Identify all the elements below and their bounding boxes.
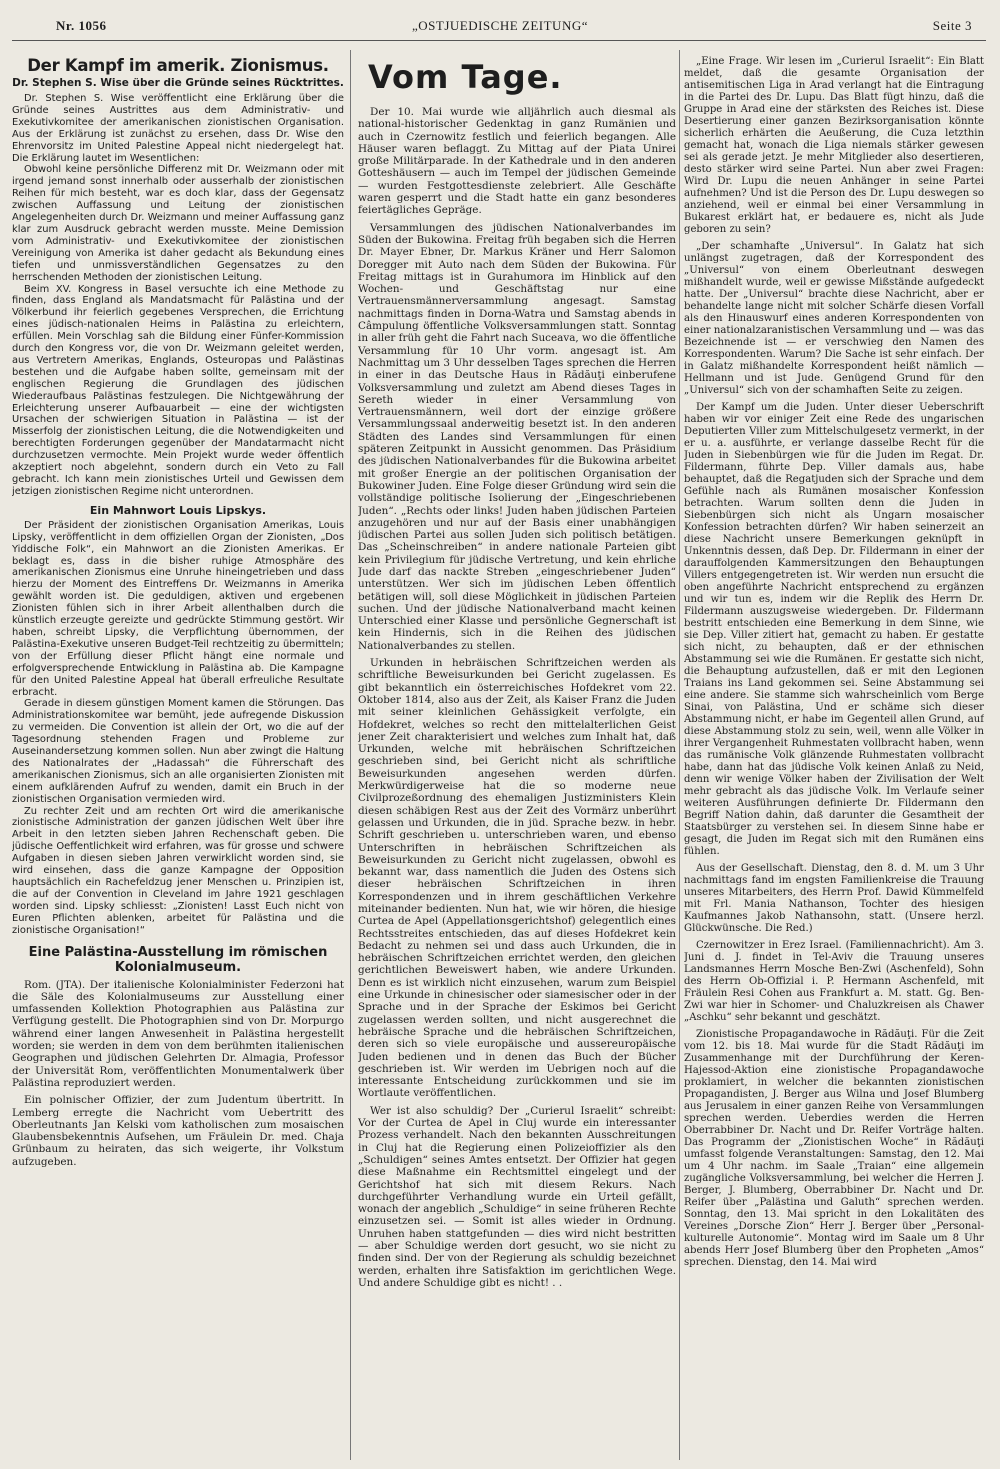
issue-number: Nr. 1056	[56, 18, 107, 33]
article-headline: Der Kampf im amerik. Zionismus.	[27, 56, 329, 75]
article-paragraph: Obwohl keine persönliche Differenz mit Dr. Weizmann oder mit irgend jemand sonst innerhalb oder ausserhalb der zionistischen Reihen für mich besteht, war es doch klar, dass der Gegensatz zwischen Auffassung und Leitung der zionistischen Angelegenheiten durch Dr. Weizmann und meiner Auffassung ganz klar zum Ausdruck gebracht werden musste. Meine Demission vom Administrativ- und Exekutivkomitee der zionistischen Vereinigung von Amerika ist daher gedacht als Bekundung eines tiefen und unmissverständlichen Gegensatzes zu den herrschenden Methoden der zionistischen Leitung.	[12, 164, 344, 283]
article-paragraph: Der 10. Mai wurde wie alljährlich auch diesmal als national-historischer Gedenktag in ganz Rumänien und auch in Czernowitz festlich und feierlich begangen. Alle Häuser waren beflaggt. Zu Mittag auf der Piata Unirei große Militärparade. In der Kathedrale und in den anderen Gotteshäusern — auch im Tempel der jüdischen Gemeinde — wurden Festgottesdienste zelebriert. Alle Geschäfte waren gesperrt und die Stadt hatte ein ganz besonderes feiertägliches Gepräge.	[358, 106, 676, 217]
article-paragraph: Dr. Stephen S. Wise veröffentlicht eine Erklärung über die Gründe seines Austrittes aus dem Administrativ- und Exekutivkomitee der amerikanischen zionistischen Organisation. Aus der Erklärung ist zunächst zu ersehen, dass Dr. Wise den Ehrenvorsitz im United Palestine Appeal nicht niedergelegt hat. Die Erklärung lautet im Wesentlichen:	[12, 93, 344, 164]
article-paragraph: Urkunden in hebräischen Schriftzeichen werden als schriftliche Beweisurkunden bei Gericht zugelassen. Es gibt bekanntlich ein österreichisches Hofdekret vom 22. Oktober 1814, also aus der Zeit, als Kaiser Franz die Juden mit seiner kleinlichen Gehässigkeit verfolgte, ein Hofdekret, welches so recht den mittelalterlichen Geist jener Zeit charakterisiert und welches zum Inhalt hat, daß Urkunden, welche mit hebräischen Schriftzeichen geschrieben sind, bei Gericht nicht als schriftliche Beweisurkunden angesehen werden dürfen. Merkwürdigerweise hat die so moderne neue Civilprozeßordnung des ehemaligen Justizministers Klein diesen schäbigen Rest aus der Zeit des Vormärz unberührt gelassen und Urkunden, die in jüd. Sprache bezw. in hebr. Schrift geschrieben u. unterschrieben waren, und ebenso Unterschriften in hebräischen Schriftzeichen als Beweisurkunden zu Gericht nicht zugelassen, obwohl es bekannt war, dass namentlich die Juden des Ostens sich dieser hebräischen Schriftzeichen in ihren Korrespondenzen und in ihrem geschäftlichen Verkehre miteinander bedienten. Nun hat, wie wir hören, die hiesige Curtea de Apel (Appellationsgerichtshof) gelegentlich eines Rechtsstreites entschieden, das auf dieses Hofdekret kein Bedacht zu nehmen sei und dass auch Urkunden, die in hebräischen Schriftzeichen errichtet werden, den gleichen gerichtlichen Beweiswert haben, wie andere Urkunden. Denn es ist wirklich nicht einzusehen, warum zum Beispiel eine Urkunde in chinesischer oder siamesischer oder in der Sprache und in der Sprache der Eskimos bei Gericht zugelassen werden sollten, und nicht ausgerechnet die hebräische Sprache und die hebräischen Schriftzeichen, deren sich so viele europäische und aussereuropäische Juden bedienen und in denen das Buch der Bücher geschrieben ist. Wir werden im Uebrigen noch auf die interessante Entscheidung zurückkommen und sie im Wortlaute veröffentlichen.	[358, 657, 676, 1100]
column-divider	[679, 50, 680, 1460]
page-header	[0, 0, 1000, 46]
article-paragraph: Ein polnischer Offizier, der zum Judentum übertritt. In Lemberg erregte die Nachricht vom Uebertritt des Oberleutnants Jan Kelski vom katholischen zum mosaischen Glaubensbekenntnis Aufsehen, um Fräulein Dr. med. Chaja Grünbaum zu heiraten, das sich weigerte, ihr Volkstum aufzugeben.	[12, 1094, 344, 1168]
article-paragraph: Czernowitzer in Erez Israel. (Familiennachricht). Am 3. Juni d. J. findet in Tel-Aviv die Trauung unseres Landsmannes Herrn Mosche Ben-Zwi (Aschenfeld), Sohn des Herrn Ob-Offizial i. P. Hermann Aschenfeld, mit Fräulein Resi Cohen aus Frankfurt a. M. statt. Gg. Ben-Zwi war hier in Schomer- und Chaluzkreisen als Chawer „Aschku“ sehr bekannt und geschätzt.	[684, 940, 984, 1023]
column-divider	[350, 50, 351, 1460]
article-paragraph: Zionistische Propagandawoche in Rădăuţi. Für die Zeit vom 12. bis 18. Mai wurde für die Stadt Rădăuţi im Zusammenhange mit der Durchführung der Keren-Hajessod-Aktion eine zionistische Propagandawoche proklamiert, in welcher die bekannten zionistischen Propagandisten, J. Berger aus Wilna und Josef Blumberg aus Jerusalem in einer ganzen Reihe von Versammlungen sprechen werden. Ueberdies werden die Herren Oberrabbiner Dr. Nacht und Dr. Reifer Vorträge halten. Das Programm der „Zionistischen Woche“ in Rădăuţi umfasst folgende Veranstaltungen: Samstag, den 12. Mai um 4 Uhr nachm. im Saale „Traian“ eine allgemein zugängliche Volksversammlung, bei welcher die Herren J. Berger, J. Blumberg, Oberrabbiner Dr. Nacht und Dr. Reifer über „Palästina und Galuth“ sprechen werden. Sonntag, den 13. Mai spricht in den Lokalitäten des Vereines „Dorsche Zion“ Herr J. Berger über „Personal-kulturelle Autonomie“. Montag wird im Saale um 8 Uhr abends Herr Josef Blumberg über den Propheten „Amos“ sprechen. Dienstag, den 14. Mai wird	[684, 1029, 984, 1268]
article-paragraph: „Eine Frage. Wir lesen im „Curierul Israelit“: Ein Blatt meldet, daß die gesamte Organisation der antisemitischen Liga in Arad verlangt hat die Eintragung in die Partei des Dr. Lupu. Das Blatt fügt hinzu, daß die Gruppe in Arad eine der stärksten des Reiches ist. Diese Desertierung einer ganzen Bezirksorganisation könnte sicherlich erhärten die Aeußerung, die Cuza letzthin gemacht hat, wonach die Liga niemals stärker gewesen sei als gerade jetzt. Je mehr Mitglieder also desertieren, desto stärker wird seine Partei. Nun aber zwei Fragen: Wird Dr. Lupu die neuen Anhänger in seine Partei aufnehmen? Und ist die Person des Dr. Lupu deswegen so anziehend, weil er einmal bei einer Versammlung in Bukarest erklärt hat, er bedauere es, nicht als Jude geboren zu sein?	[684, 56, 984, 235]
article-paragraph: „Der schamhafte „Universul“. In Galatz hat sich unlängst zugetragen, daß der Korrespondent des „Universul“ von einem Oberleutnant deswegen mißhandelt wurde, weil er gewisse Mißstände aufgedeckt hatte. Der „Universul“ brachte diese Nachricht, aber er behandelte lange nicht mit solcher Schärfe diesen Vorfall als den Hinauswurf eines anderen Korrespondenten von einer nationalzaranistischen Versammlung und — was das Bezeichnende ist — er verschwieg den Namen des Korrespondenten. Warum? Die Sache ist sehr einfach. Der in Galatz mißhandelte Korrespondent heißt nämlich — Hellmann und ist Jude. Genügend Grund für den „Universul“ sich von der schamhaften Seite zu zeigen.	[684, 241, 984, 396]
article-paragraph: Gerade in diesem günstigen Moment kamen die Störungen. Das Administrationskomitee war bemüht, jede aufregende Diskussion zu vermeiden. Die Convention ist allein der Ort, wo die auf der Tagesordnung stehenden Fragen und Probleme zur Auseinandersetzung kommen sollen. Nun aber zwingt die Haltung des Nationalrates der „Hadassah“ die Führerschaft des amerikanischen Zionismus, sich an alle organisierten Zionisten mit einem aufklärenden Aufruf zu wenden, damit ein Bruch in der zionistischen Organisation vermieden wird.	[12, 698, 344, 805]
article-paragraph: Wer ist also schuldig? Der „Curierul Israelit“ schreibt: Vor der Curtea de Apel in Cluj wurde ein interessanter Prozess verhandelt. Nach den bekannten Ausschreitungen in Cluj hat die Regierung einen Polizeioffizier als den „Schuldigen“ seines Amtes entsetzt. Der Offizier hat gegen diese Maßnahme ein Rechtsmittel eingelegt und der Gerichtshof hat sich mit diesem Rekurs. Nach durchgeführter Verhandlung wurde ein Urteil gefällt, wonach der angeblich „Schuldige“ in seine früheren Rechte einzusetzen sei. — Somit ist alles wieder in Ordnung. Unruhen haben stattgefunden — dies wird nicht bestritten — aber Schuldige werden dort gesucht, wo sie nicht zu finden sind. Der von der Regierung als schuldig bezeichnet werden, erhalten ihre Satisfaktion im gerichtlichen Wege. Und andere Schuldige gibt es nicht! . .	[358, 1104, 676, 1289]
section-heading: Ein Mahnwort Louis Lipskys.	[89, 503, 267, 517]
article-subheadline: Dr. Stephen S. Wise über die Gründe seines Rücktrittes.	[12, 77, 344, 89]
article-paragraph: Der Präsident der zionistischen Organisation Amerikas, Louis Lipsky, veröffentlicht in dem offiziellen Organ der Zionisten, „Dos Yiddische Folk“, ein Mahnwort an die Zionisten Amerikas. Er beklagt es, dass in die bisher ruhige Atmosphäre des amerikanischen Zionismus eine Unruhe hineingetrieben und dass hierzu der Moment des Eintreffens Dr. Weizmanns in Amerika gewählt worden ist. Die geduldigen, aktiven und ergebenen Zionisten fühlen sich in ihrer Arbeit allenthalben durch die künstlich erzeugte gereizte und gedrückte Stimmung gestört. Wir haben, schreibt Lipsky, die Verpflichtung übernommen, der Palästina-Exekutive unseren Budget-Teil rechtzeitig zu übermitteln; von der Erfüllung dieser Pflicht hängt eine normale und erfolgversprechende Entwicklung in Palästina ab. Die Kampagne für den United Palestine Appeal hat überall erfreuliche Resultate erbracht.	[12, 519, 344, 698]
article-paragraph: Beim XV. Kongress in Basel versuchte ich eine Methode zu finden, dass England als Mandatsmacht für Palästina und der Völkerbund ihr feierlich gegebenes Versprechen, die Errichtung eines jüdisch-nationalen Heims in Palästina zu erleichtern, erfüllen. Mein Vorschlag sah die Bildung einer Fünfer-Kommission durch den Kongress vor, die von Dr. Weizmann geleitet werden, aus Vertretern Amerikas, Englands, Osteuropas und Palästinas bestehen und die Aufgabe haben sollte, gemeinsam mit der englischen Regierung die Grundlagen des jüdischen Wiederaufbaus Palästinas festzulegen. Die Nichtgewährung der Erleichterung unserer Aufbauarbeit — eine der wichtigsten Ursachen der schwierigen Situation in Palästina — ist der Misserfolg der zionistischen Leitung, die die Notwendigkeiten und berechtigten Forderungen gegenüber der Mandatarmacht nicht durchzusetzen vermochte. Mein Projekt wurde weder öffentlich akzeptiert noch abgelehnt, sondern durch ein Veto zu Fall gebracht. Ich kann mein zionistisches Urteil und Gewissen dem jetzigen zionistischen Regime nicht unterordnen.	[12, 283, 344, 497]
article-paragraph: Der Kampf um die Juden. Unter dieser Ueberschrift haben wir vor einiger Zeit eine Rede des ungarischen Deputierten Viller zum Mittelschulgesetz vermerkt, in der er u. a. ausführte, er verlange dasselbe Recht für die Juden in Siebenbürgen wie für die Juden im Regat. Dr. Fildermann, führte Dep. Viller damals aus, habe behauptet, daß die Regatjuden sich der Sprache und dem Gefühle nach als Rumänen mosaischer Konfession betrachten. Warum sollten denn die Juden in Siebenbürgen sich nicht als Ungarn mosaischer Konfession betrachten dürfen? Wir haben seinerzeit an diese Nachricht unsere Bemerkungen geknüpft in Unkenntnis dessen, daß Dep. Dr. Fildermann in einer der darauffolgenden Kammersitzungen den Behauptungen Villers entgegengetreten ist. Wir werden nun ersucht die oben angeführte Nachricht entsprechend zu ergänzen und wir tun es, indem wir die Replik des Herrn Dr. Fildermann auszugsweise wiedergeben. Dr. Fildermann bestritt entschieden eine Bemerkung in dem Sinne, wie sie Dep. Viller zitiert hat, gemacht zu haben. Er gestatte sich nicht, zu behaupten, daß er der ethnischen Abstammung sei wie die Rumänen. Er gestatte sich nicht, die Behauptung aufzustellen, daß er mit den Legionen Traians ins Land gekommen sei. Seine Abstammung sei eine andere. Sie stamme sich wahrscheinlich vom Berge Sinai, von Palästina, Und er schäme sich dieser Abstammung nicht, er habe im Gegenteil allen Grund, auf diese Abstammung stolz zu sein, weil, wenn alle Völker in ihrer Vergangenheit Ruhmestaten vollbracht haben, wenn das rumänische Volk glänzende Ruhmestaten vollbracht habe, dann hat das jüdische Volk keinen Anlaß zu Neid, denn wir wenige Völker haben der Zivilisation der Welt mehr gebracht als das jüdische Volk. Im Verlaufe seiner weiteren Ausführungen definierte Dr. Fildermann den Begriff Nation dahin, daß darunter die Gesamtheit der Staatsbürger zu verstehen sei. In diesem Sinne habe er gesagt, die Juden im Regat sich mit den Rumänen eins fühlen.	[684, 402, 984, 857]
column-left	[12, 56, 344, 1456]
article-paragraph: Rom. (JTA). Der italienische Kolonialminister Federzoni hat die Säle des Kolonialmuseums zur Ausstellung einer umfassenden Kollektion Photographien aus Palästina zur Verfügung gestellt. Die Photographien sind von Dr. Morpurgo während einer langen Anwesenheit in Palästina hergestellt worden; sie werden in dem von dem berühmten italienischen Geographen und jüdischen Gelehrten Dr. Almagia, Professor der Universität Rom, veröffentlichten Monumentalwerk über Palästina reproduziert werden.	[12, 978, 344, 1089]
article-paragraph: Zu rechter Zeit und am rechten Ort wird die amerikanische zionistische Administration der ganzen jüdischen Welt über ihre Arbeit in den letzten sieben Jahren Rechenschaft geben. Die jüdische Oeffentlichkeit wird erfahren, was für grosse und schwere Aufgaben in diesen sieben Jahren verwirklicht worden sind, sie wird einsehen, dass die ganze Kampagne der Opposition hauptsächlich ein Rachefeldzug jener Menschen u. Prinzipien ist, die auf der Convention in Cleveland im Jahre 1921 geschlagen worden sind. Lipsky schliesst: „Zionisten! Lasst Euch nicht von Euren Pflichten ablenken, arbeitet für Palästina und die zionistische Organisation!“	[12, 805, 344, 936]
article-paragraph: Aus der Gesellschaft. Dienstag, den 8. d. M. um 3 Uhr nachmittags fand im engsten Familienkreise die Trauung unseres Mitarbeiters, des Herrn Prof. Dawid Kümmelfeld mit Frl. Mania Nathanson, Tochter des hiesigen Kaufmannes Jakob Nathansohn, statt. (Unsere herzl. Glückwünsche. Die Red.)	[684, 863, 984, 934]
section-title: Vom Tage.	[368, 58, 563, 96]
masthead-title: „OSTJUEDISCHE ZEITUNG“	[411, 18, 588, 33]
header-rule	[12, 40, 986, 41]
page-number: Seite 3	[932, 18, 972, 33]
article-paragraph: Versammlungen des jüdischen Nationalverbandes im Süden der Bukowina. Freitag früh begaben sich die Herren Dr. Mayer Ebner, Dr. Markus Kräner und Herr Salomon Doregger mit Auto nach dem Süden der Bukowina. Für Freitag mittags ist in Gurahumora im Hinblick auf den Wochen- und Geschäftstag nur eine Vertrauensmännerversammlung angesagt. Samstag nachmittags finden in Dorna-Watra und Samstag abends in Câmpulung öffentliche Volksversammlungen statt. Sonntag in aller früh geht die Fahrt nach Suceava, wo die öffentliche Versammlung für 10 Uhr vorm. angesagt ist. Am Nachmittag um 3 Uhr desselben Tages sprechen die Herren in einer in das Deutsche Haus in Rădăuţi einberufene Volksversammlung und zuletzt am Abend dieses Tages in Sereth wieder in einer Versammlung von Vertrauensmännern, weil dort der einzige größere Versammlungssaal anderweitig besetzt ist. In den anderen Städten des Landes sind Versammlungen für einen späteren Zeitpunkt in Aussicht genommen. Das Präsidium des jüdischen Nationalverbandes für die Bukowina arbeitet mit großer Energie an der politischen Organisation der Bukowiner Juden. Eine Folge dieser Gründung wird sein die vollständige politische Isolierung der „Eingeschriebenen Juden“. „Rechts oder links! Juden haben jüdischen Parteien anzugehören und nur auf der Basis einer unabhängigen jüdischen Partei aus sollen Juden sich politisch betätigen. Das „Scheinschreiben“ in andere nationale Parteien gibt kein Privilegium für jüdische Vertretung, und kein ehrliche Jude darf das nackte Streben „eingeschriebener Juden“ unterstützen. Wer sich im jüdischen Leben öffentlich betätigen will, soll diese Möglichkeit in jüdischen Parteien suchen. Und der jüdische Nationalverband macht keinen Unterschied einer Klasse und persönliche Gegnerschaft ist kein Hindernis, sich in die Reihen des jüdischen Nationalverbandes zu stellen.	[358, 221, 676, 652]
column-right	[684, 56, 984, 1456]
section-heading: Eine Palästina-Ausstellung im römischen Kolonialmuseum.	[28, 944, 328, 975]
column-middle	[358, 56, 676, 1456]
